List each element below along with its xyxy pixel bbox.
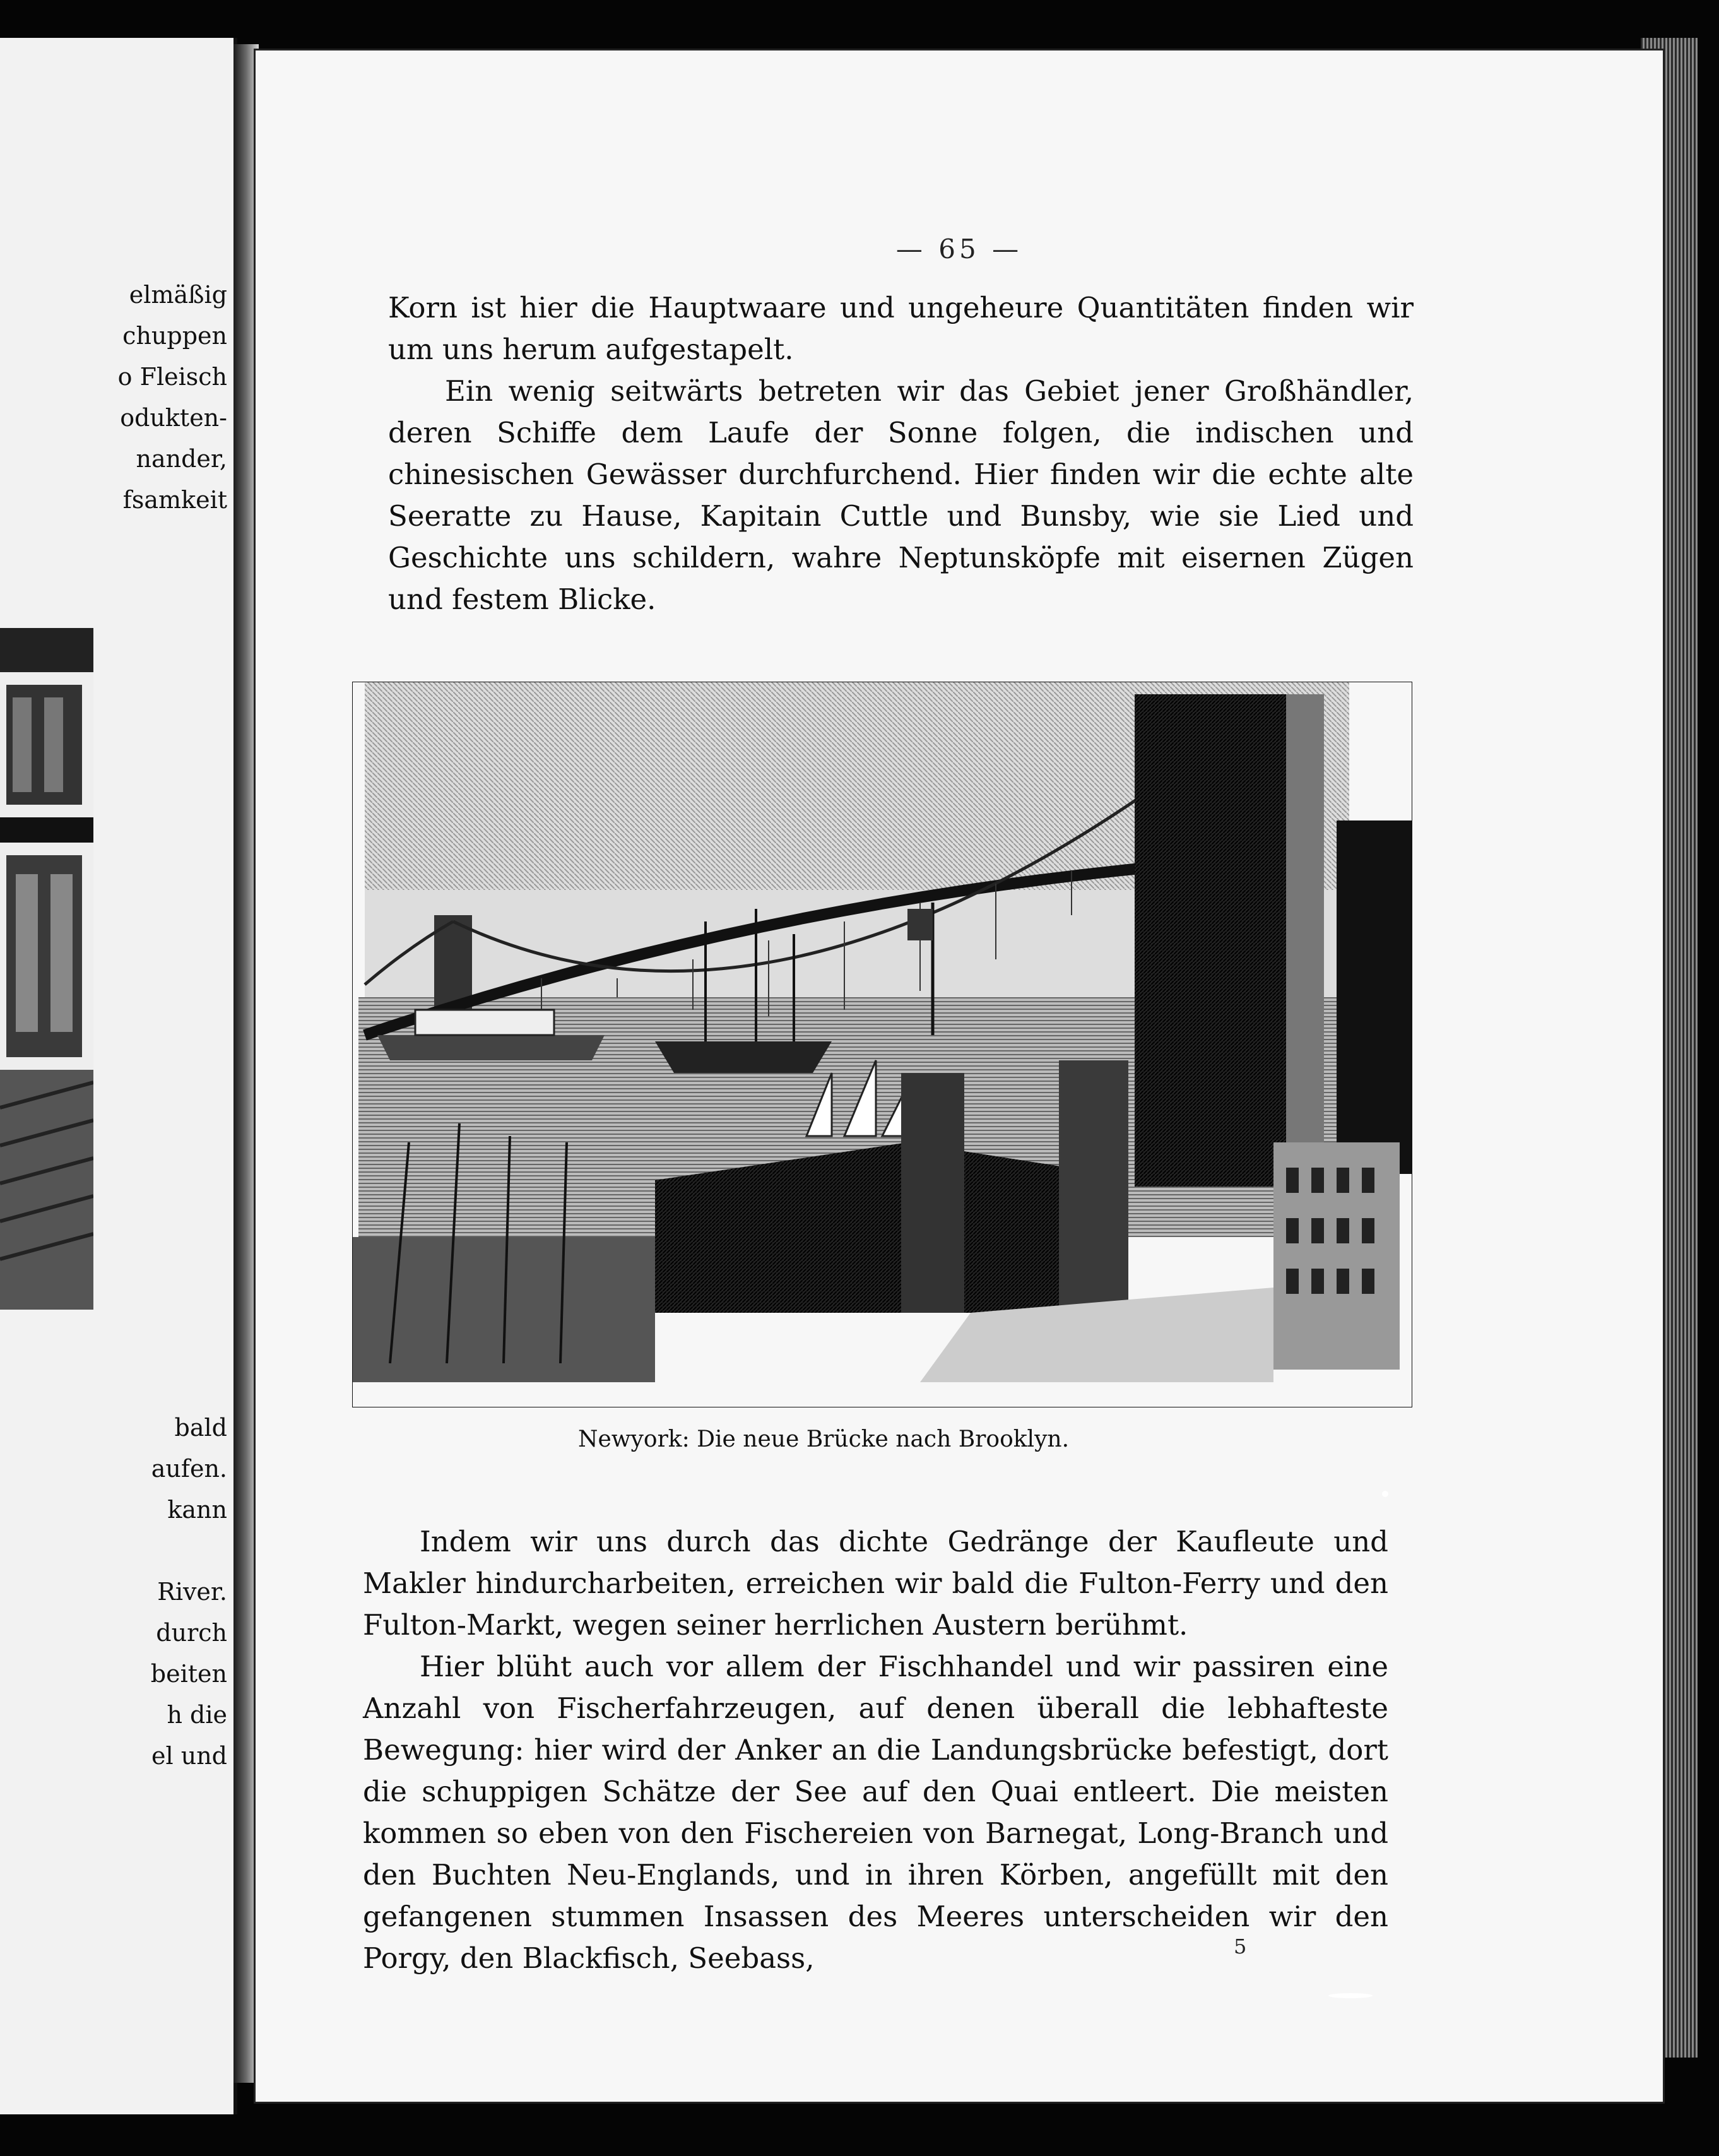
text-block-top [388,287,1414,620]
left-text-line: beiten [150,1660,227,1688]
left-text-line: fsamkeit [122,486,227,514]
left-text-line: River. [157,1578,227,1606]
left-text-line: kann [167,1496,227,1524]
left-text-line: chuppen [122,322,227,350]
signature-mark: 5 [1234,1934,1247,1958]
paragraph: Korn ist hier die Hauptwaare und ungeheure Quantitäten finden wir um uns herum aufgestapelt. [388,291,1414,366]
left-page-illustration [0,628,93,1310]
book-gutter [233,44,259,2083]
left-page [0,38,237,2114]
left-text-line: durch [156,1619,227,1647]
text-block-bottom [363,1521,1388,1979]
paragraph: Hier blüht auch vor allem der Fischhandel und wir passiren eine Anzahl von Fischerfahrzeugen, auf denen überall die lebhafteste Bewegung: hier wird der Anker an die Landungsbrücke befestigt, dort die schuppigen Schätze der See auf den Quai entleert. Die meisten kommen so eben von den Fischereien von Barnegat, Long-Branch und den Buchten Neu-Englands, und in ihren Körben, angefüllt mit den gefangenen stummen Insassen des Meeres unterscheiden wir den Porgy, den Blackfisch, Seebass, [363,1650,1388,1975]
bridge-engraving [352,682,1412,1407]
scan-speck [1328,1993,1373,1998]
right-page [256,50,1663,2102]
left-text-line: bald [174,1414,227,1442]
scan-speck [1382,1491,1388,1497]
paragraph: Ein wenig seitwärts betreten wir das Gebiet jener Großhändler, deren Schiffe dem Laufe der Sonne folgen, die indischen und chinesischen Gewässer durchfurchend. Hier finden wir die echte alte Seeratte zu Hause, Kapitain Cuttle und Bunsby, wie sie Lied und Geschichte uns schildern, wahre Neptunsköpfe mit eisernen Zügen und festem Blicke. [388,374,1414,616]
left-text-line: nander, [136,445,227,473]
left-text-line: aufen. [151,1455,227,1483]
left-text-line: elmäßig [129,281,227,309]
paragraph: Indem wir uns durch das dichte Gedränge der Kaufleute und Makler hindurcharbeiten, erreichen wir bald die Fulton-Ferry und den Fulton-Markt, wegen seiner herrlichen Austern berühmt. [363,1525,1388,1642]
left-text-line: el und [151,1742,227,1770]
left-text-line: odukten- [120,404,227,432]
figure-caption: Newyork: Die neue Brücke nach Brooklyn. [577,1426,1070,1452]
left-text-line: h die [167,1701,227,1729]
page-number: — 65 — [895,234,1023,264]
left-text-line: o Fleisch [117,363,227,391]
